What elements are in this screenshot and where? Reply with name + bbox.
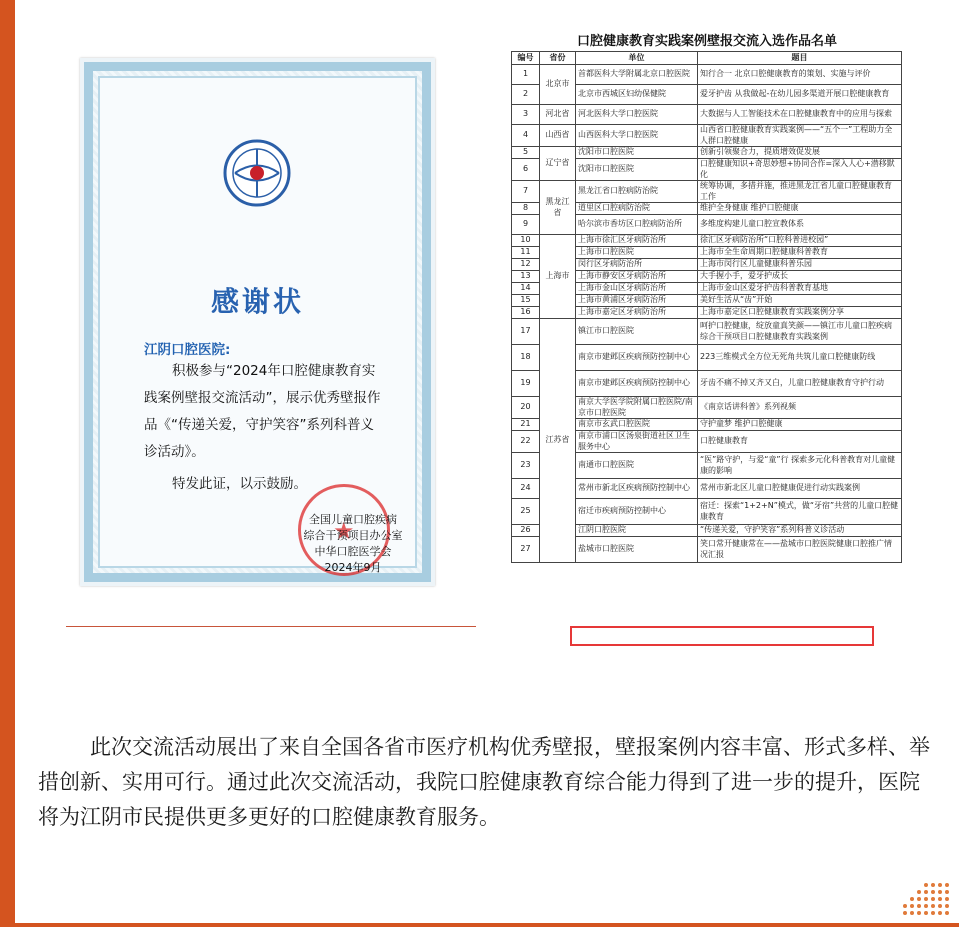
province-cell: 山西省 — [540, 125, 576, 147]
unit-cell: 南京大学医学院附属口腔医院/南京市口腔医院 — [576, 397, 698, 419]
row-number: 19 — [512, 371, 540, 397]
province-cell: 河北省 — [540, 105, 576, 125]
unit-cell: 上海市金山区牙病防治所 — [576, 283, 698, 295]
unit-cell: 道里区口腔病防治院 — [576, 203, 698, 215]
unit-cell: 江阴口腔医院 — [576, 525, 698, 537]
dot — [945, 904, 949, 908]
row-number: 25 — [512, 499, 540, 525]
dot — [931, 904, 935, 908]
association-logo-icon — [222, 138, 292, 208]
unit-cell: 宿迁市疾病预防控制中心 — [576, 499, 698, 525]
column-header: 编号 — [512, 52, 540, 65]
row-number: 23 — [512, 453, 540, 479]
unit-cell: 上海市徐汇区牙病防治所 — [576, 235, 698, 247]
table-row — [512, 147, 902, 159]
dot — [917, 890, 921, 894]
section-divider — [66, 626, 476, 627]
dot — [903, 904, 907, 908]
dot — [938, 883, 942, 887]
topic-cell: 大数据与人工智能技术在口腔健康教育中的应用与探索 — [698, 105, 902, 125]
table-row — [512, 319, 902, 345]
column-header: 单位 — [576, 52, 698, 65]
dot — [910, 904, 914, 908]
certificate-title: 感谢状 — [210, 285, 304, 318]
dot — [917, 904, 921, 908]
province-cell: 北京市 — [540, 65, 576, 105]
row-number: 9 — [512, 215, 540, 235]
unit-cell: 山西医科大学口腔医院 — [576, 125, 698, 147]
dot — [938, 890, 942, 894]
dot — [917, 897, 921, 901]
topic-cell: 创新引领聚合力，提质增效促发展 — [698, 147, 902, 159]
dot — [945, 883, 949, 887]
topic-cell: 呵护口腔健康，绽放童真笑颜——镇江市儿童口腔疾病综合干预项目口腔健康教育实践案例 — [698, 319, 902, 345]
table-row — [512, 181, 902, 203]
unit-cell: 上海市口腔医院 — [576, 247, 698, 259]
topic-cell: “传递关爱，守护笑容”系列科普义诊活动 — [698, 525, 902, 537]
row-number: 14 — [512, 283, 540, 295]
dot — [931, 897, 935, 901]
unit-cell: 南京市建邺区疾病预防控制中心 — [576, 345, 698, 371]
row-number: 10 — [512, 235, 540, 247]
row-number: 7 — [512, 181, 540, 203]
dot — [924, 911, 928, 915]
province-cell: 上海市 — [540, 235, 576, 319]
topic-cell: 山西省口腔健康教育实践案例——“五个一”工程助力全人群口腔健康 — [698, 125, 902, 147]
row-number: 11 — [512, 247, 540, 259]
certificate — [80, 58, 435, 586]
dot — [945, 897, 949, 901]
certificate-body: 积极参与“2024年口腔健康教育实践案例壁报交流活动”，展示优秀壁报作品《“传递关爱，守护笑容”系列科普义诊活动》。 — [144, 363, 381, 460]
row-number: 15 — [512, 295, 540, 307]
row-number: 12 — [512, 259, 540, 271]
unit-cell: 闵行区牙病防治所 — [576, 259, 698, 271]
topic-cell: 统筹协调，多措并施，推进黑龙江省儿童口腔健康教育工作 — [698, 181, 902, 203]
unit-cell: 河北医科大学口腔医院 — [576, 105, 698, 125]
unit-cell: 北京市西城区妇幼保健院 — [576, 85, 698, 105]
topic-cell: 223三维模式全方位无死角共筑儿童口腔健康防线 — [698, 345, 902, 371]
row-number: 16 — [512, 307, 540, 319]
unit-cell: 沈阳市口腔医院 — [576, 147, 698, 159]
unit-cell: 黑龙江省口腔病防治院 — [576, 181, 698, 203]
table-row — [512, 105, 902, 125]
row-number: 17 — [512, 319, 540, 345]
unit-cell: 上海市静安区牙病防治所 — [576, 271, 698, 283]
row-number: 2 — [512, 85, 540, 105]
dot — [938, 911, 942, 915]
topic-cell: 徐汇区牙病防治所“口腔科普进校园” — [698, 235, 902, 247]
province-cell: 辽宁省 — [540, 147, 576, 181]
topic-cell: 多维度构建儿童口腔宣教体系 — [698, 215, 902, 235]
table-body — [512, 65, 902, 563]
dot — [931, 890, 935, 894]
bottom-accent-line — [15, 923, 959, 927]
table-header-row — [512, 52, 902, 65]
dot — [924, 883, 928, 887]
unit-cell: 沈阳市口腔医院 — [576, 159, 698, 181]
selection-list-table — [511, 51, 902, 563]
topic-cell: 大手握小手，爱牙护成长 — [698, 271, 902, 283]
unit-cell: 常州市新北区疾病预防控制中心 — [576, 479, 698, 499]
topic-cell: 维护全身健康 维护口腔健康 — [698, 203, 902, 215]
topic-cell: 上海市嘉定区口腔健康教育实践案例分享 — [698, 307, 902, 319]
topic-cell: 牙齿不痛不掉又齐又白，儿童口腔健康教育守护行动 — [698, 371, 902, 397]
dot — [917, 911, 921, 915]
list-title: 口腔健康教育实践案例壁报交流入选作品名单 — [576, 34, 837, 49]
dot — [924, 897, 928, 901]
dot — [910, 911, 914, 915]
row-number: 20 — [512, 397, 540, 419]
topic-cell: 口腔健康知识+奇思妙想+协同合作=深入人心+潜移默化 — [698, 159, 902, 181]
row-number: 18 — [512, 345, 540, 371]
dot — [945, 890, 949, 894]
issuer-line: 全国儿童口腔疾病 — [309, 513, 397, 526]
unit-cell: 镇江市口腔医院 — [576, 319, 698, 345]
certificate-issuer — [278, 512, 428, 576]
decorative-dots — [903, 883, 955, 919]
topic-cell: 爱牙护齿 从我做起-在幼儿园多渠道开展口腔健康教育 — [698, 85, 902, 105]
dot — [938, 897, 942, 901]
unit-cell: 哈尔滨市香坊区口腔病防治所 — [576, 215, 698, 235]
unit-cell: 首都医科大学附属北京口腔医院 — [576, 65, 698, 85]
summary-paragraph: 此次交流活动展出了来自全国各省市医疗机构优秀壁报，壁报案例内容丰富、形式多样、举措创新、实用可行。通过此次交流活动，我院口腔健康教育综合能力得到了进一步的提升，医院将为江阴市民提供更多更好的口腔健康教育服务。 — [38, 735, 930, 829]
row-number: 8 — [512, 203, 540, 215]
row-number: 27 — [512, 537, 540, 563]
issuer-line: 中华口腔医学会 — [314, 545, 392, 558]
row-number: 21 — [512, 419, 540, 431]
topic-cell: 《南京话讲科普》系列视频 — [698, 397, 902, 419]
row-number: 3 — [512, 105, 540, 125]
topic-cell: 上海市闵行区儿童健康科普乐园 — [698, 259, 902, 271]
topic-cell: 上海市全生命周期口腔健康科普教育 — [698, 247, 902, 259]
unit-cell: 南通市口腔医院 — [576, 453, 698, 479]
row-number: 24 — [512, 479, 540, 499]
dot — [924, 904, 928, 908]
topic-cell: 上海市金山区爱牙护齿科普教育基地 — [698, 283, 902, 295]
province-cell: 江苏省 — [540, 319, 576, 563]
row-number: 26 — [512, 525, 540, 537]
row-number: 22 — [512, 431, 540, 453]
column-header: 题目 — [698, 52, 902, 65]
topic-cell: 守护童梦 维护口腔健康 — [698, 419, 902, 431]
topic-cell: 常州市新北区儿童口腔健康促进行动实践案例 — [698, 479, 902, 499]
dot — [903, 911, 907, 915]
table-row — [512, 235, 902, 247]
certificate-closing: 特发此证，以示鼓励。 — [172, 476, 307, 492]
topic-cell: “医”路守护，与爱“童”行 探索多元化科普教育对儿童健康的影响 — [698, 453, 902, 479]
table-row — [512, 65, 902, 85]
issuer-date: 2024年9月 — [324, 561, 382, 574]
issuer-line: 综合干预项目办公室 — [303, 529, 403, 542]
row-number: 1 — [512, 65, 540, 85]
row-number: 13 — [512, 271, 540, 283]
table-row — [512, 125, 902, 147]
dot — [945, 911, 949, 915]
topic-cell: 美好生活从“齿”开始 — [698, 295, 902, 307]
dot — [931, 883, 935, 887]
unit-cell: 盐城市口腔医院 — [576, 537, 698, 563]
row-number: 6 — [512, 159, 540, 181]
column-header: 省份 — [540, 52, 576, 65]
province-cell: 黑龙江省 — [540, 181, 576, 235]
unit-cell: 南京市建邺区疾病预防控制中心 — [576, 371, 698, 397]
topic-cell: 知行合一 北京口腔健康教育的策划、实施与评价 — [698, 65, 902, 85]
unit-cell: 南京市玄武口腔医院 — [576, 419, 698, 431]
topic-cell: 口腔健康教育 — [698, 431, 902, 453]
topic-cell: 宿迁：探索“1+2+N”模式，做“牙宿”共营的儿童口腔健康教育 — [698, 499, 902, 525]
row-number: 4 — [512, 125, 540, 147]
dot — [938, 904, 942, 908]
certificate-recipient: 江阴口腔医院: — [144, 342, 231, 358]
unit-cell: 上海市嘉定区牙病防治所 — [576, 307, 698, 319]
unit-cell: 上海市黄浦区牙病防治所 — [576, 295, 698, 307]
dot — [924, 890, 928, 894]
topic-cell: 笑口常开健康常在——盐城市口腔医院健康口腔推广情况汇报 — [698, 537, 902, 563]
dot — [931, 911, 935, 915]
left-accent-bar — [0, 0, 15, 927]
dot — [910, 897, 914, 901]
row-number: 5 — [512, 147, 540, 159]
highlight-box — [570, 626, 874, 646]
unit-cell: 南京市浦口区汤泉街道社区卫生服务中心 — [576, 431, 698, 453]
